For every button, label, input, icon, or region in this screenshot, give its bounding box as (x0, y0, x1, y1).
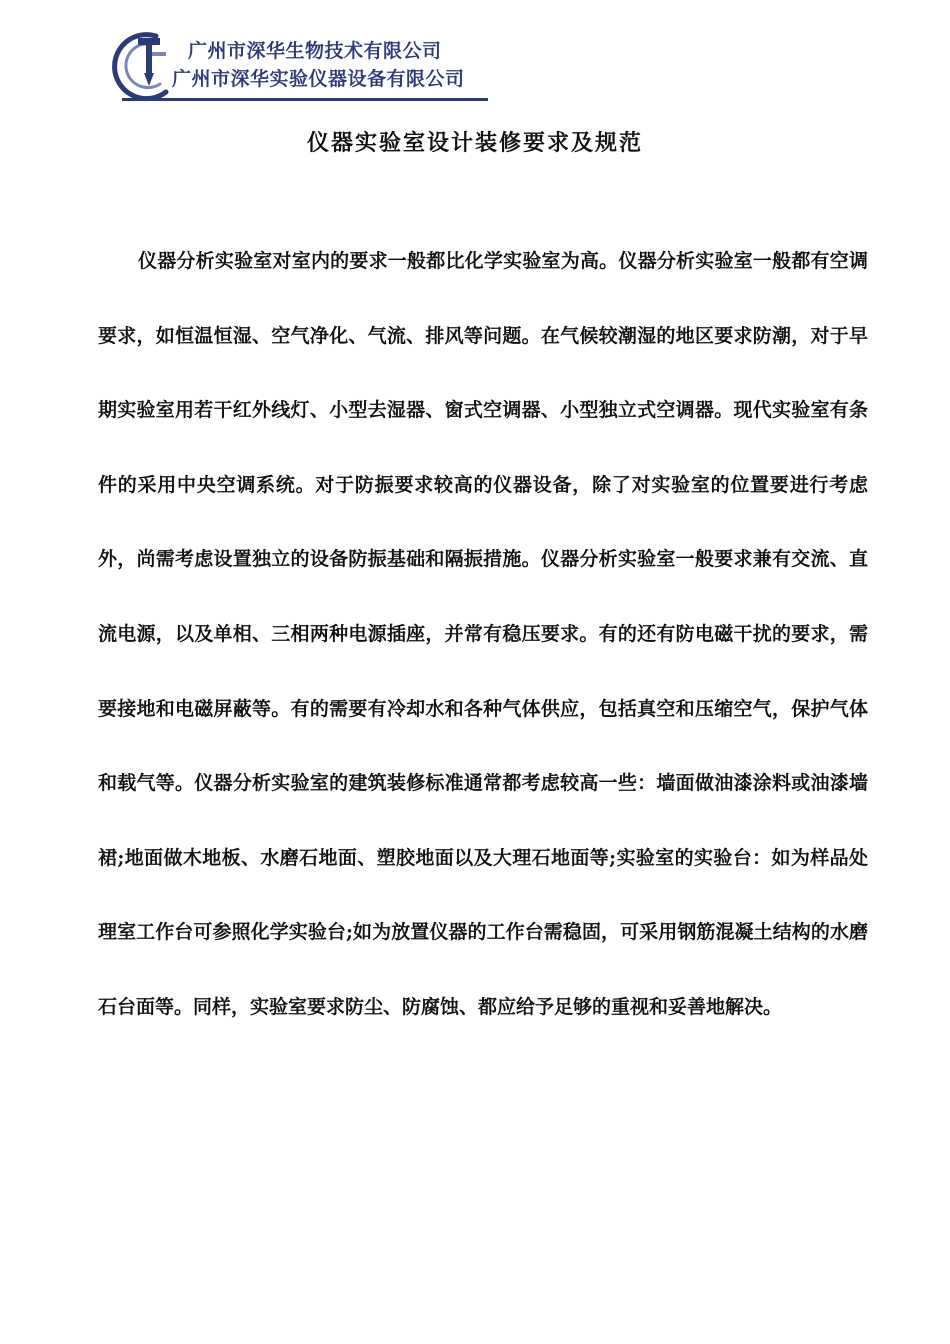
header-divider (122, 98, 488, 101)
company-name-biotech: 广州市深华生物技术有限公司 (188, 40, 442, 62)
company-logo-icon (108, 30, 178, 102)
body-paragraph: 仪器分析实验室对室内的要求一般都比化学实验室为高。仪器分析实验室一般都有空调要求，如恒温恒湿、空气净化、气流、排风等问题。在气候较潮湿的地区要求防潮，对于早期实验室用若干红外线灯、小型去湿器、窗式空调器、小型独立式空调器。现代实验室有条件的采用中央空调系统。对于防振要求较高的仪器设备，除了对实验室的位置要进行考虑外，尚需考虑设置独立的设备防振基础和隔振措施。仪器分析实验室一般要求兼有交流、直流电源，以及单相、三相两种电源插座，并常有稳压要求。有的还有防电磁干扰的要求，需要接地和电磁屏蔽等。有的需要有冷却水和各种气体供应，包括真空和压缩空气，保护气体和载气等。仪器分析实验室的建筑装修标准通常都考虑较高一些：墙面做油漆涂料或油漆墙裙;地面做木地板、水磨石地面、塑胶地面以及大理石地面等;实验室的实验台：如为样品处理室工作台可参照化学实验台;如为放置仪器的工作台需稳固，可采用钢筋混凝土结构的水磨石台面等。同样，实验室要求防尘、防腐蚀、都应给予足够的重视和妥善地解决。 (98, 250, 868, 1018)
company-name-instruments: 广州市深华实验仪器设备有限公司 (172, 68, 465, 90)
document-title: 仪器实验室设计装修要求及规范 (306, 130, 643, 156)
letterhead (108, 30, 488, 106)
